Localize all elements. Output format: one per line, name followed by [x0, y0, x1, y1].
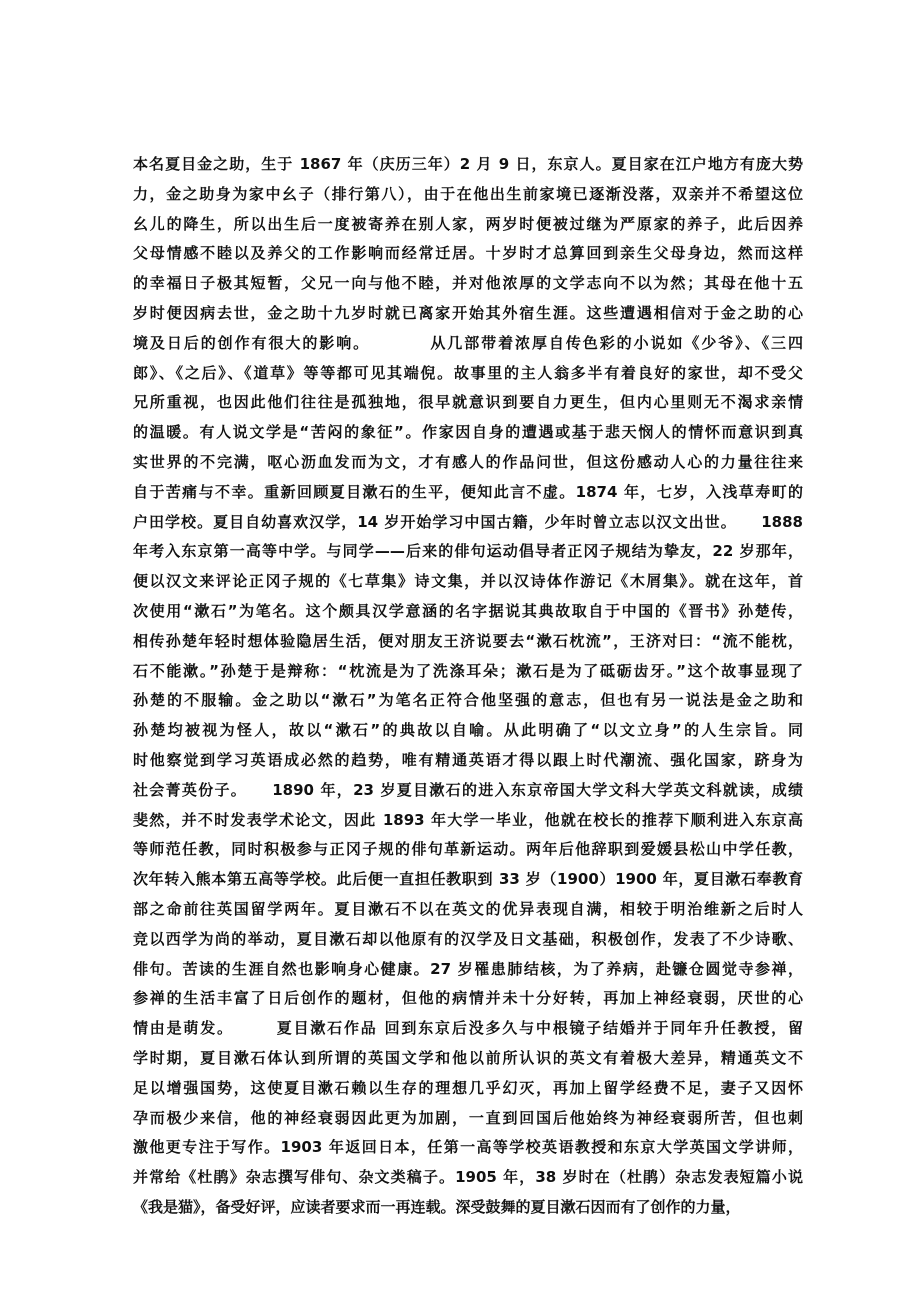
- text-line: 本名夏目金之助，生于 1867 年（庆历三年）2 月 9 日，东京人。夏目家在江户地方有庞大势: [133, 155, 803, 173]
- text-line: 相传孙楚年轻时想体验隐居生活，便对朋友王济说要去“漱石枕流”，王济对曰：“流不能枕，: [133, 631, 803, 650]
- text-line: 便以汉文来评论正冈子规的《七草集》诗文集，并以汉诗体作游记《木屑集》。就在这年，首: [133, 572, 803, 591]
- text-line: 俳句。苦读的生涯自然也影响身心健康。27 岁罹患肺结核，为了养病，赴镰仓圆觉寺参禅，: [133, 959, 803, 978]
- text-line: 兄所重视，也因此他们往往是孤独地，很早就意识到要自力更生，但内心里则无不渴求亲情: [133, 393, 803, 412]
- text-line: 斐然，并不时发表学术论文，因此 1893 年大学一毕业，他就在校长的推荐下顺利进入东京高: [133, 810, 803, 829]
- text-line: 自于苦痛与不幸。重新回顾夏目漱石的生平，便知此言不虚。1874 年，七岁，入浅草寿町的: [133, 482, 803, 501]
- text-line: 孙楚的不服输。金之助以“漱石”为笔名正符合他坚强的意志，但也有另一说法是金之助和: [133, 691, 803, 710]
- text-line: 父母情感不睦以及养父的工作影响而经常迁居。十岁时才总算回到亲生父母身边，然而这样: [133, 244, 803, 263]
- text-line: 孙楚均被视为怪人，故以“漱石”的典故以自喻。从此明确了“以文立身”的人生宗旨。同: [133, 721, 803, 740]
- text-line: 等师范任教，同时积极参与正冈子规的俳句革新运动。两年后他辞职到爱媛县松山中学任教，: [133, 840, 803, 859]
- text-line: 情由是萌发。 夏目漱石作品 回到东京后没多久与中根镜子结婚并于同年升任教授，留: [133, 1019, 803, 1038]
- text-line: 力，金之助身为家中幺子（排行第八），由于在他出生前家境已逐渐没落，双亲并不希望这位: [133, 184, 803, 203]
- text-line: 的幸福日子极其短暂，父兄一向与他不睦，并对他浓厚的文学志向不以为然；其母在他十五: [133, 274, 803, 293]
- text-line: 幺儿的降生，所以出生后一度被寄养在别人家，两岁时便被过继为严原家的养子，此后因养: [133, 214, 803, 233]
- text-line: 的温暖。有人说文学是“苦闷的象征”。作家因自身的遭遇或基于悲天悯人的情怀而意识到真: [133, 423, 803, 442]
- text-line: 激他更专注于写作。1903 年返回日本，任第一高等学校英语教授和东京大学英国文学讲师，: [133, 1138, 803, 1157]
- text-line: 次使用“漱石”为笔名。这个颇具汉学意涵的名字据说其典故取自于中国的《晋书》孙楚传，: [133, 601, 803, 620]
- text-line: 郎》、《之后》、《道草》等等都可见其端倪。故事里的主人翁多半有着良好的家世，却不受父: [133, 363, 803, 382]
- text-line: 并常给《杜鹃》杂志撰写俳句、杂文类稿子。1905 年，38 岁时在（杜鹃）杂志发表短篇小说: [133, 1168, 803, 1187]
- text-line: 石不能漱。”孙楚于是辩称：“枕流是为了洗涤耳朵；漱石是为了砥砺齿牙。”这个故事显现了: [133, 661, 803, 680]
- text-line: 社会菁英份子。 1890 年，23 岁夏目漱石的进入东京帝国大学文科大学英文科就读，成绩: [133, 780, 803, 799]
- text-line: 竞以西学为尚的举动，夏目漱石却以他原有的汉学及日文基础，积极创作，发表了不少诗歌、: [133, 929, 803, 948]
- text-line: 时他察觉到学习英语成必然的趋势，唯有精通英语才得以跟上时代潮流、强化国家，跻身为: [133, 750, 803, 769]
- text-line: 年考入东京第一高等中学。与同学——后来的俳句运动倡导者正冈子规结为挚友，22 岁那年，: [133, 542, 803, 561]
- text-line: 部之命前往英国留学两年。夏目漱石不以在英文的优异表现自满，相较于明治维新之后时人: [133, 899, 803, 918]
- text-line: 《我是猫》，备受好评，应读者要求而一再连载。深受鼓舞的夏目漱石因而有了创作的力量，: [133, 1197, 741, 1216]
- text-line: 岁时便因病去世，金之助十九岁时就已离家开始其外宿生涯。这些遭遇相信对于金之助的心: [133, 303, 803, 322]
- text-line: 足以增强国势，这使夏目漱石赖以生存的理想几乎幻灭，再加上留学经费不足，妻子又因怀: [133, 1078, 803, 1097]
- text-line: 境及日后的创作有很大的影响。 从几部带着浓厚自传色彩的小说如《少爷》、《三四: [133, 333, 803, 352]
- text-line: 实世界的不完满，呕心沥血发而为文，才有感人的作品问世，但这份感动人心的力量往往来: [133, 452, 803, 471]
- text-line: 孕而极少来信，他的神经衰弱因此更为加剧，一直到回国后他始终为神经衰弱所苦，但也刺: [133, 1108, 803, 1127]
- text-line: 参禅的生活丰富了日后创作的题材，但他的病情并未十分好转，再加上神经衰弱，厌世的心: [133, 989, 803, 1008]
- text-line: 次年转入熊本第五高等学校。此后便一直担任教职到 33 岁（1900）1900 年，夏目漱石奉教育: [133, 870, 803, 889]
- text-line: 户田学校。夏目自幼喜欢汉学，14 岁开始学习中国古籍，少年时曾立志以汉文出世。 1888: [133, 512, 803, 531]
- body-text: [133, 150, 803, 1223]
- text-line: 学时期，夏目漱石体认到所谓的英国文学和他以前所认识的英文有着极大差异，精通英文不: [133, 1048, 803, 1067]
